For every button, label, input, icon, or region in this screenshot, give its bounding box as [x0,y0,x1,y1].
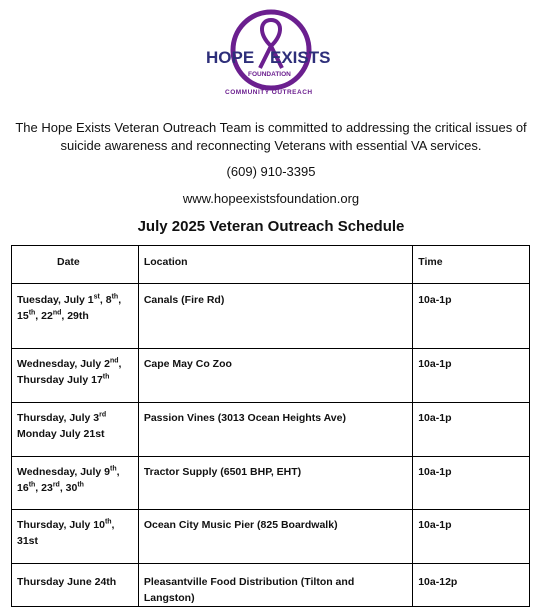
table-row [12,457,530,510]
svg-text:COMMUNITY OUTREACH: COMMUNITY OUTREACH [225,89,313,96]
row-time: 10a-1p [413,403,530,457]
intro-text: The Hope Exists Veteran Outreach Team is committed to addressing the critical issues of suicide awareness and reconnecting Veterans with essential VA services. [15,120,527,153]
header-time: Time [413,246,530,284]
svg-text:FOUNDATION: FOUNDATION [248,71,291,78]
row-date: Tuesday, July 1st, 8th, 15th, 22nd, 29th [12,284,139,349]
table-row [12,284,530,349]
row-location: Canals (Fire Rd) [138,284,412,349]
row-time: 10a-1p [413,284,530,349]
table-row [12,510,530,564]
table-row [12,349,530,403]
schedule-table [11,245,530,607]
row-location: Cape May Co Zoo [138,349,412,403]
hope-exists-logo [198,6,344,106]
row-time: 10a-1p [413,349,530,403]
row-date: Wednesday, July 2nd, Thursday July 17th [12,349,139,403]
row-location: Pleasantville Food Distribution (Tilton and Langston) [138,564,412,607]
svg-text:HOPE: HOPE [206,48,255,67]
table-row [12,403,530,457]
header-location: Location [138,246,412,284]
row-location: Passion Vines (3013 Ocean Heights Ave) [138,403,412,457]
row-date: Thursday, July 3rd Monday July 21st [12,403,139,457]
schedule-title: July 2025 Veteran Outreach Schedule [137,218,405,235]
phone-number[interactable]: (609) 910-3395 [226,164,316,179]
table-row [12,564,530,607]
row-time: 10a-12p [413,564,530,607]
website-url[interactable]: www.hopeexistsfoundation.org [182,191,360,206]
row-location: Ocean City Music Pier (825 Boardwalk) [138,510,412,564]
row-time: 10a-1p [413,457,530,510]
row-time: 10a-1p [413,510,530,564]
svg-text:EXISTS: EXISTS [270,48,331,67]
table-header-row [12,246,530,284]
row-date: Thursday June 24th [12,564,139,607]
row-location: Tractor Supply (6501 BHP, EHT) [138,457,412,510]
row-date: Thursday, July 10th, 31st [12,510,139,564]
header-date: Date [12,246,139,284]
row-date: Wednesday, July 9th, 16th, 23rd, 30th [12,457,139,510]
